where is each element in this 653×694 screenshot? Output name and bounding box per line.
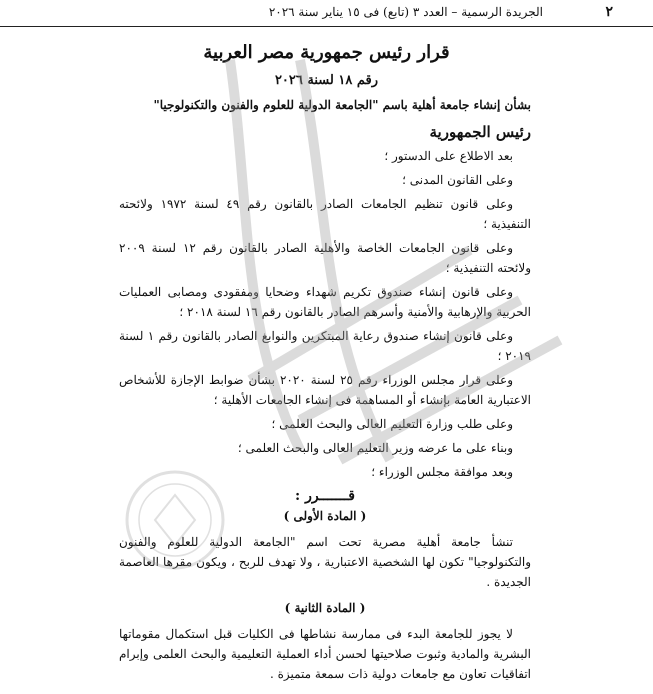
article-1-text: تنشأ جامعة أهلية مصرية تحت اسم "الجامعة الدولية للعلوم والفنون والتكنولوجيا" تكون لها الشخصية الاعتبارية ، ولا تهدف للربح ، ويكون مقرها العاصمة الجديدة . — [119, 535, 531, 589]
decided-heading: قـــــــرر : — [295, 488, 355, 504]
page-number: ٢ — [605, 4, 613, 20]
preamble-line: وعلى القانون المدنى ؛ — [402, 173, 513, 187]
decree-subject: بشأن إنشاء جامعة أهلية باسم "الجامعة الدولية للعلوم والفنون والتكنولوجيا" — [153, 98, 531, 112]
preamble-line: وعلى قانون إنشاء صندوق رعاية المبتكرين والنوابغ الصادر بالقانون رقم ١ لسنة ٢٠١٩ ؛ — [119, 329, 531, 363]
preamble-line: وبعد موافقة مجلس الوزراء ؛ — [371, 465, 513, 479]
issuer-heading: رئيس الجمهورية — [429, 123, 531, 141]
preamble-line: وعلى قانون إنشاء صندوق تكريم شهداء وضحايا ومفقودى ومصابى العمليات الحربية والإرهابية والأمنية وأسرهم الصادر بالقانون رقم ١٦ لسنة ٢٠١٨ ؛ — [119, 285, 531, 319]
preamble-line: وعلى قرار مجلس الوزراء رقم ٢٥ لسنة ٢٠٢٠ بشأن ضوابط الإجازة للأشخاص الاعتبارية العامة بإنشاء أو المساهمة فى إنشاء الجامعات الأهلية ؛ — [119, 373, 531, 407]
page-header — [0, 0, 653, 27]
header-text: الجريدة الرسمية – العدد ٣ (تابع) فى ١٥ يناير سنة ٢٠٢٦ — [268, 5, 543, 19]
preamble-line: وعلى طلب وزارة التعليم العالى والبحث العلمى ؛ — [271, 417, 513, 431]
decree-number: رقم ١٨ لسنة ٢٠٢٦ — [274, 73, 379, 88]
article-2-text: لا يجوز للجامعة البدء فى ممارسة نشاطها فى الكليات قبل استكمال مقوماتها البشرية والمادية وثبوت صلاحيتها لحسن أداء العملية التعليمية والبحث العلمى وإبرام اتفاقيات تعاون مع جامعات دولية ذات سمعة متميزة . — [119, 627, 531, 681]
decree-body — [119, 146, 531, 690]
article-1-heading: ( المادة الأولى ) — [283, 509, 367, 523]
preamble-line: وبناء على ما عرضه وزير التعليم العالى والبحث العلمى ؛ — [237, 441, 513, 455]
decree-title: قرار رئيس جمهورية مصر العربية — [203, 42, 450, 63]
preamble-line: بعد الاطلاع على الدستور ؛ — [384, 149, 513, 163]
article-2-heading: ( المادة الثانية ) — [284, 601, 366, 615]
preamble-line: وعلى قانون الجامعات الخاصة والأهلية الصادر بالقانون رقم ١٢ لسنة ٢٠٠٩ ولائحته التنفيذية ؛ — [119, 241, 531, 275]
preamble-line: وعلى قانون تنظيم الجامعات الصادر بالقانون رقم ٤٩ لسنة ١٩٧٢ ولائحته التنفيذية ؛ — [119, 197, 531, 231]
